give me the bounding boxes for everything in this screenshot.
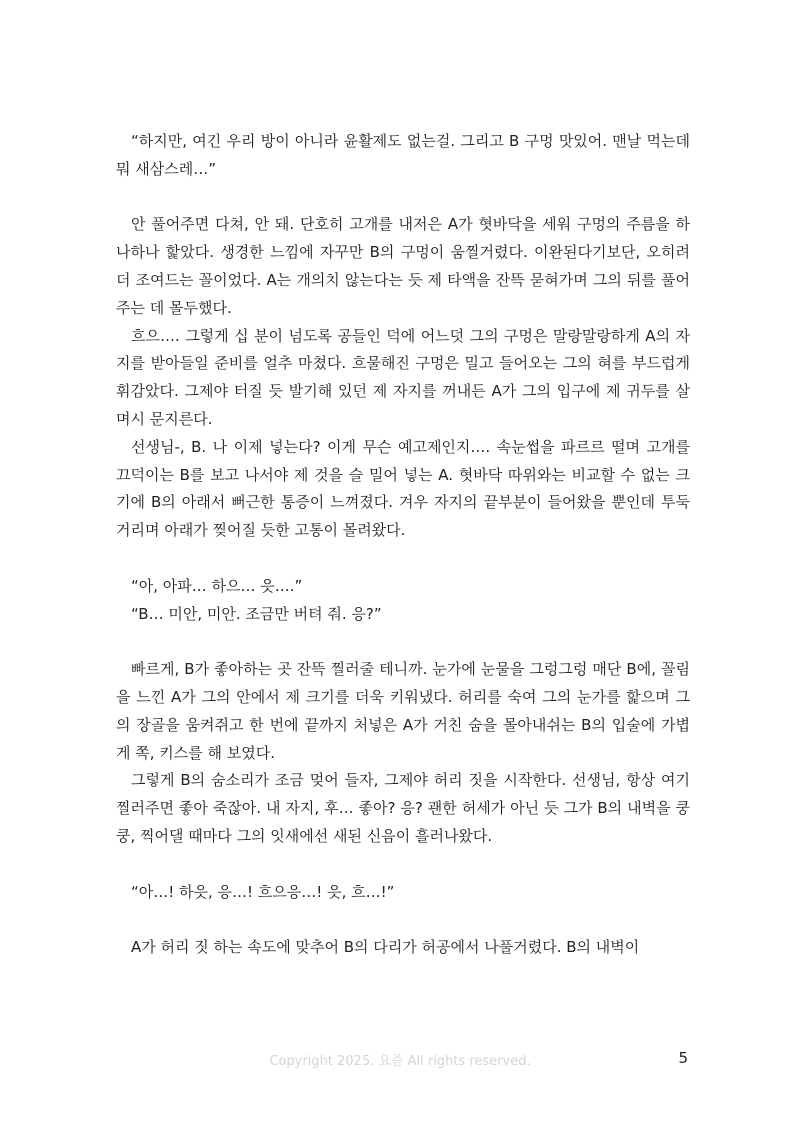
paragraph-narration-2: 흐으…. 그렇게 십 분이 넘도록 공들인 덕에 어느덧 그의 구멍은 말랑말랑하게 A의 자지를 받아들일 준비를 얼추 마쳤다. 흐물해진 구멍은 밀고 들어오는 그의 혀를 부드럽게 휘감았다. 그제야 터질 듯 발기해 있던 제 자지를 꺼내든 A가 그의 입구에 제 귀두를 살며시 문지른다. xyxy=(116,326,690,428)
paragraph-narration-3: 선생님-, B. 나 이제 넣는다? 이게 무슨 예고제인지…. 속눈썹을 파르르 떨며 고개를 끄덕이는 B를 보고 나서야 제 것을 슬 밀어 넣는 A. 혓바닥 따위와는 비교할 수 없는 크기에 B의 아래서 뻐근한 통증이 느껴졌다. 겨우 자지의 끝부분이 들어왔을 뿐인데 투둑거리며 아래가 찢어질 듯한 고통이 몰려왔다. xyxy=(116,437,690,540)
paragraph-dialogue-1: “하지만, 여긴 우리 방이 아니라 윤활제도 없는걸. 그리고 B 구멍 맛있어. 맨날 먹는데 뭐 새삼스레…” xyxy=(116,132,690,178)
paragraph-narration-4: 빠르게, B가 좋아하는 곳 잔뜩 찔러줄 테니까. 눈가에 눈물을 그렁그렁 매단 B에, 꼴림을 느낀 A가 그의 안에서 제 크기를 더욱 키워냈다. 허리를 숙여 그의 눈가를 핥으며 그의 장골을 움켜쥐고 한 번에 끝까지 처넣은 A가 거친 숨을 몰아내쉬는 B의 입술에 가볍게 쪽, 키스를 해 보였다. xyxy=(116,660,690,762)
paragraph-gap xyxy=(116,628,690,656)
paragraph-gap xyxy=(116,184,690,212)
paragraph-dialogue-2: “아, 아파… 하으… 읏….” xyxy=(131,576,303,595)
paragraph-gap xyxy=(116,851,690,879)
page-number: 5 xyxy=(678,1049,688,1067)
page-body xyxy=(116,128,690,962)
paragraph-dialogue-3: “B… 미안, 미안. 조금만 버텨 줘. 응?” xyxy=(131,604,382,623)
paragraph-gap xyxy=(116,906,690,934)
paragraph-dialogue-4: “아…! 하읏, 응…! 흐으응…! 읏, 흐…!” xyxy=(131,882,395,901)
copyright-notice: Copyright 2025. 요즘 All rights reserved. xyxy=(269,1054,531,1069)
paragraph-narration-1: 안 풀어주면 다쳐, 안 돼. 단호히 고개를 내저은 A가 혓바닥을 세워 구멍의 주름을 하나하나 핥았다. 생경한 느낌에 자꾸만 B의 구멍이 움찔거렸다. 이완된다기보단, 오히려 더 조여드는 꼴이었다. A는 개의치 않는다는 듯 제 타액을 잔뜩 묻혀가며 그의 뒤를 풀어주는 데 몰두했다. xyxy=(116,215,690,317)
paragraph-narration-6: A가 허리 짓 하는 속도에 맞추어 B의 다리가 허공에서 나풀거렸다. B의 내벽이 xyxy=(131,938,640,957)
paragraph-gap xyxy=(116,545,690,573)
paragraph-narration-5: 그렇게 B의 숨소리가 조금 멎어 들자, 그제야 허리 짓을 시작한다. 선생님, 항상 여기 찔러주면 좋아 죽잖아. 내 자지, 후… 좋아? 응? 괜한 허세가 아닌 듯 그가 B의 내벽을 쿵쿵, 찍어댈 때마다 그의 잇새에선 새된 신음이 흘러나왔다. xyxy=(116,771,690,845)
